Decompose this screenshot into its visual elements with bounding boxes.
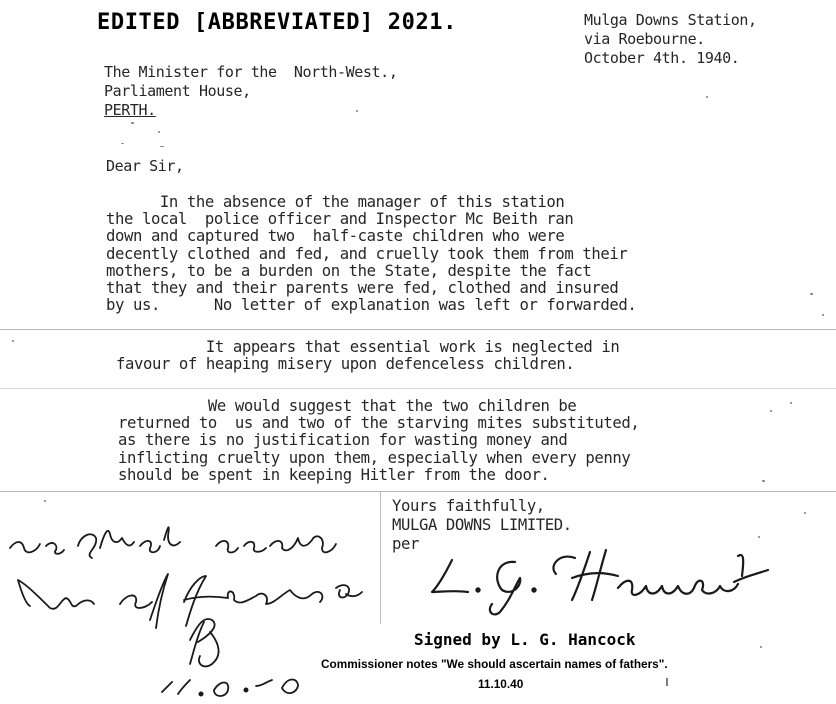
signature-graphic xyxy=(432,550,768,614)
paragraph-line: favour of heaping misery upon defenceless children. xyxy=(116,355,575,374)
paragraph-line: decently clothed and fed, and cruelly took them from their xyxy=(106,244,628,263)
paper-speck xyxy=(804,512,806,514)
paper-speck xyxy=(666,678,668,686)
paragraph-line: the local police officer and Inspector Mc Beith ran xyxy=(106,210,574,229)
paper-speck xyxy=(160,146,164,147)
paragraph-line: It appears that essential work is neglected in xyxy=(116,338,620,356)
sender-address-line: Mulga Downs Station, xyxy=(584,11,757,29)
recipient-line: Parliament House, xyxy=(104,82,251,100)
paper-speck xyxy=(790,402,792,404)
paragraph-line: as there is no justification for wasting money and xyxy=(118,431,568,450)
paper-speck xyxy=(762,480,765,482)
paper-speck xyxy=(706,96,708,98)
caption-signed: Signed by L. G. Hancock xyxy=(414,630,636,649)
paper-speck xyxy=(810,293,813,295)
paper-speck xyxy=(760,646,762,648)
paragraph-line: should be spent in keeping Hitler from the door. xyxy=(118,465,550,484)
company-name: MULGA DOWNS LIMITED. xyxy=(392,516,572,534)
paragraph-line: inflicting cruelty upon them, especially when every penny xyxy=(118,448,631,467)
edited-banner: EDITED [ABBREVIATED] 2021. xyxy=(97,10,457,35)
paragraph-line: by us. No letter of explanation was left or forwarded. xyxy=(106,296,637,315)
paper-speck xyxy=(131,122,134,124)
paper-speck xyxy=(758,536,760,538)
paragraph-line: that they and their parents were fed, clothed and insured xyxy=(106,279,619,298)
paper-speck xyxy=(12,340,14,342)
paper-speck xyxy=(121,143,124,144)
paper-speck xyxy=(356,110,358,112)
caption-commissioner-note: Commissioner notes "We should ascertain names of fathers". xyxy=(321,657,668,671)
recipient-city: PERTH. xyxy=(104,101,156,119)
paragraph-line: down and captured two half-caste children who were xyxy=(106,227,565,246)
paper-speck xyxy=(158,131,160,133)
paragraph-line: mothers, to be a burden on the State, despite the fact xyxy=(106,261,592,280)
paper-speck xyxy=(822,314,824,316)
paragraph-line: returned to us and two of the starving mites substituted, xyxy=(118,414,640,433)
closing-line: per xyxy=(392,535,419,553)
paper-speck xyxy=(770,410,772,412)
caption-date: 11.10.40 xyxy=(478,677,524,691)
paper-speck xyxy=(44,500,46,502)
closing-line: Yours faithfully, xyxy=(392,497,545,515)
sender-address-line: via Roebourne. xyxy=(584,30,705,48)
handwritten-note-graphic xyxy=(10,527,362,696)
sender-address-line: October 4th. 1940. xyxy=(584,49,740,67)
salutation: Dear Sir, xyxy=(106,157,184,175)
paragraph-line: In the absence of the manager of this station xyxy=(106,193,565,211)
paragraph-line: We would suggest that the two children be xyxy=(118,397,577,415)
recipient-line: The Minister for the North-West., xyxy=(104,63,398,81)
